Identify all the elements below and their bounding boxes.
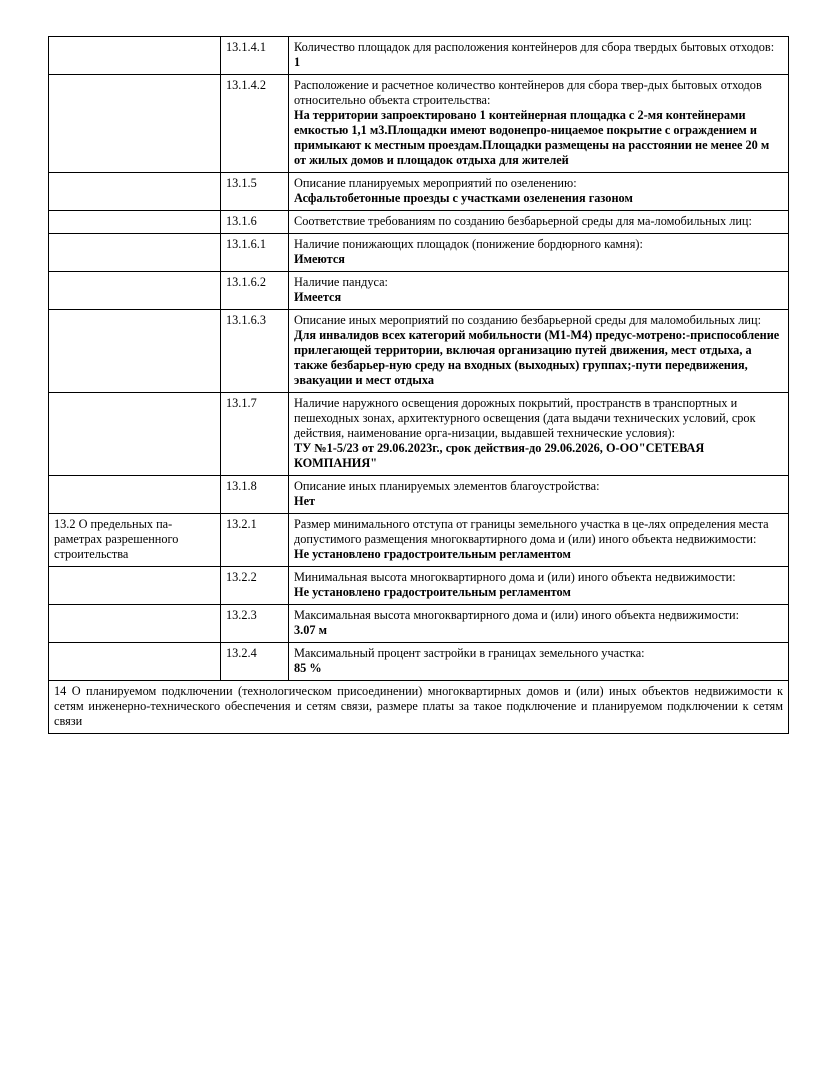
row-value: ТУ №1-5/23 от 29.06.2023г., срок действия-до 29.06.2026, О-ОО"СЕТЕВАЯ КОМПАНИЯ" xyxy=(294,441,705,470)
row-section-label xyxy=(49,234,221,272)
row-value: 1 xyxy=(294,55,301,69)
table-row xyxy=(49,567,789,605)
table-row xyxy=(49,211,789,234)
row-content xyxy=(289,75,789,173)
row-code: 13.1.6.2 xyxy=(221,272,289,310)
row-description: Описание планируемых мероприятий по озеленению: xyxy=(294,176,577,190)
row-code: 13.2.3 xyxy=(221,605,289,643)
row-code: 13.2.1 xyxy=(221,514,289,567)
row-description: Наличие понижающих площадок (понижение бордюрного камня): xyxy=(294,237,643,251)
row-content xyxy=(289,234,789,272)
row-value: Не установлено градостроительным регламентом xyxy=(294,585,571,599)
row-description: Количество площадок для расположения контейнеров для сбора твердых бытовых отходов: xyxy=(294,40,775,54)
row-content xyxy=(289,476,789,514)
row-code: 13.1.7 xyxy=(221,393,289,476)
row-section-label xyxy=(49,272,221,310)
table-row xyxy=(49,37,789,75)
row-code: 13.1.4.1 xyxy=(221,37,289,75)
row-section-label xyxy=(49,211,221,234)
row-code: 13.1.4.2 xyxy=(221,75,289,173)
row-section-label: 13.2 О предельных па-раметрах разрешенного строительства xyxy=(49,514,221,567)
row-section-label xyxy=(49,393,221,476)
row-content xyxy=(289,514,789,567)
row-section-label xyxy=(49,476,221,514)
table-row xyxy=(49,476,789,514)
row-code: 13.1.8 xyxy=(221,476,289,514)
table-row xyxy=(49,75,789,173)
row-code: 13.1.6 xyxy=(221,211,289,234)
table-row xyxy=(49,643,789,681)
table-row xyxy=(49,234,789,272)
row-description: Соответствие требованиям по созданию безбарьерной среды для ма-ломобильных лиц: xyxy=(294,214,752,228)
row-section-label xyxy=(49,567,221,605)
row-section-label xyxy=(49,173,221,211)
row-content xyxy=(289,605,789,643)
row-code: 13.2.4 xyxy=(221,643,289,681)
table-footer-row xyxy=(49,681,789,734)
parameters-table xyxy=(48,36,789,734)
row-content xyxy=(289,643,789,681)
row-description: Наличие пандуса: xyxy=(294,275,388,289)
row-section-label xyxy=(49,37,221,75)
row-content xyxy=(289,173,789,211)
row-description: Описание иных мероприятий по созданию безбарьерной среды для маломобильных лиц: xyxy=(294,313,761,327)
table-row xyxy=(49,173,789,211)
row-content xyxy=(289,310,789,393)
section-14-heading: 14 О планируемом подключении (технологическом присоединении) многоквартирных домов и (или) иных объектов недвижимости к сетям инженерно-технического обеспечения и сетям связи, размере платы за такое подключение и планируемом подключении к сетям связи xyxy=(49,681,789,734)
row-value: Для инвалидов всех категорий мобильности (М1-М4) предус-мотрено:-приспособление прилегающей территории, включая организацию путей движения, мест отдыха, а также безбарьер-ную среду на входных (выходных) группах;-пути передвижения, эвакуации и мест отдыха xyxy=(294,328,780,387)
table-row xyxy=(49,310,789,393)
row-description: Максимальный процент застройки в границах земельного участка: xyxy=(294,646,645,660)
row-value: Нет xyxy=(294,494,316,508)
row-description: Минимальная высота многоквартирного дома и (или) иного объекта недвижимости: xyxy=(294,570,736,584)
row-value: 85 % xyxy=(294,661,322,675)
row-value: Не установлено градостроительным регламентом xyxy=(294,547,571,561)
row-value: На территории запроектировано 1 контейнерная площадка с 2-мя контейнерами емкостью 1,1 м3.Площадки имеют водонепро-ницаемое покрытие с ограждением и примыкают к местным проездам.Площадки размещены на расстоянии не менее 20 м от жилых домов и площадок отдыха для жителей xyxy=(294,108,770,167)
row-code: 13.1.6.3 xyxy=(221,310,289,393)
row-content xyxy=(289,211,789,234)
table-body xyxy=(49,37,789,734)
table-row xyxy=(49,272,789,310)
row-code: 13.1.5 xyxy=(221,173,289,211)
row-section-label xyxy=(49,310,221,393)
row-value: 3.07 м xyxy=(294,623,327,637)
row-content xyxy=(289,37,789,75)
table-row xyxy=(49,514,789,567)
row-section-label xyxy=(49,75,221,173)
row-value: Имеется xyxy=(294,290,342,304)
row-content xyxy=(289,272,789,310)
row-value: Имеются xyxy=(294,252,345,266)
row-code: 13.2.2 xyxy=(221,567,289,605)
row-description: Описание иных планируемых элементов благоустройства: xyxy=(294,479,600,493)
table-row xyxy=(49,393,789,476)
row-section-label xyxy=(49,605,221,643)
row-value: Асфальтобетонные проезды с участками озеленения газоном xyxy=(294,191,633,205)
row-description: Расположение и расчетное количество контейнеров для сбора твер-дых бытовых отходов относительно объекта строительства: xyxy=(294,78,762,107)
row-description: Размер минимального отступа от границы земельного участка в це-лях определения места допустимого размещения многоквартирного дома и (или) иного объекта недвижимости: xyxy=(294,517,769,546)
row-description: Наличие наружного освещения дорожных покрытий, пространств в транспортных и пешеходных зонах, архитектурного освещения (дата выдачи технических условий, срок действия, наименование орга-низации, выдавшей технические условия): xyxy=(294,396,756,440)
row-description: Максимальная высота многоквартирного дома и (или) иного объекта недвижимости: xyxy=(294,608,740,622)
row-content xyxy=(289,393,789,476)
row-section-label xyxy=(49,643,221,681)
row-content xyxy=(289,567,789,605)
row-code: 13.1.6.1 xyxy=(221,234,289,272)
table-row xyxy=(49,605,789,643)
